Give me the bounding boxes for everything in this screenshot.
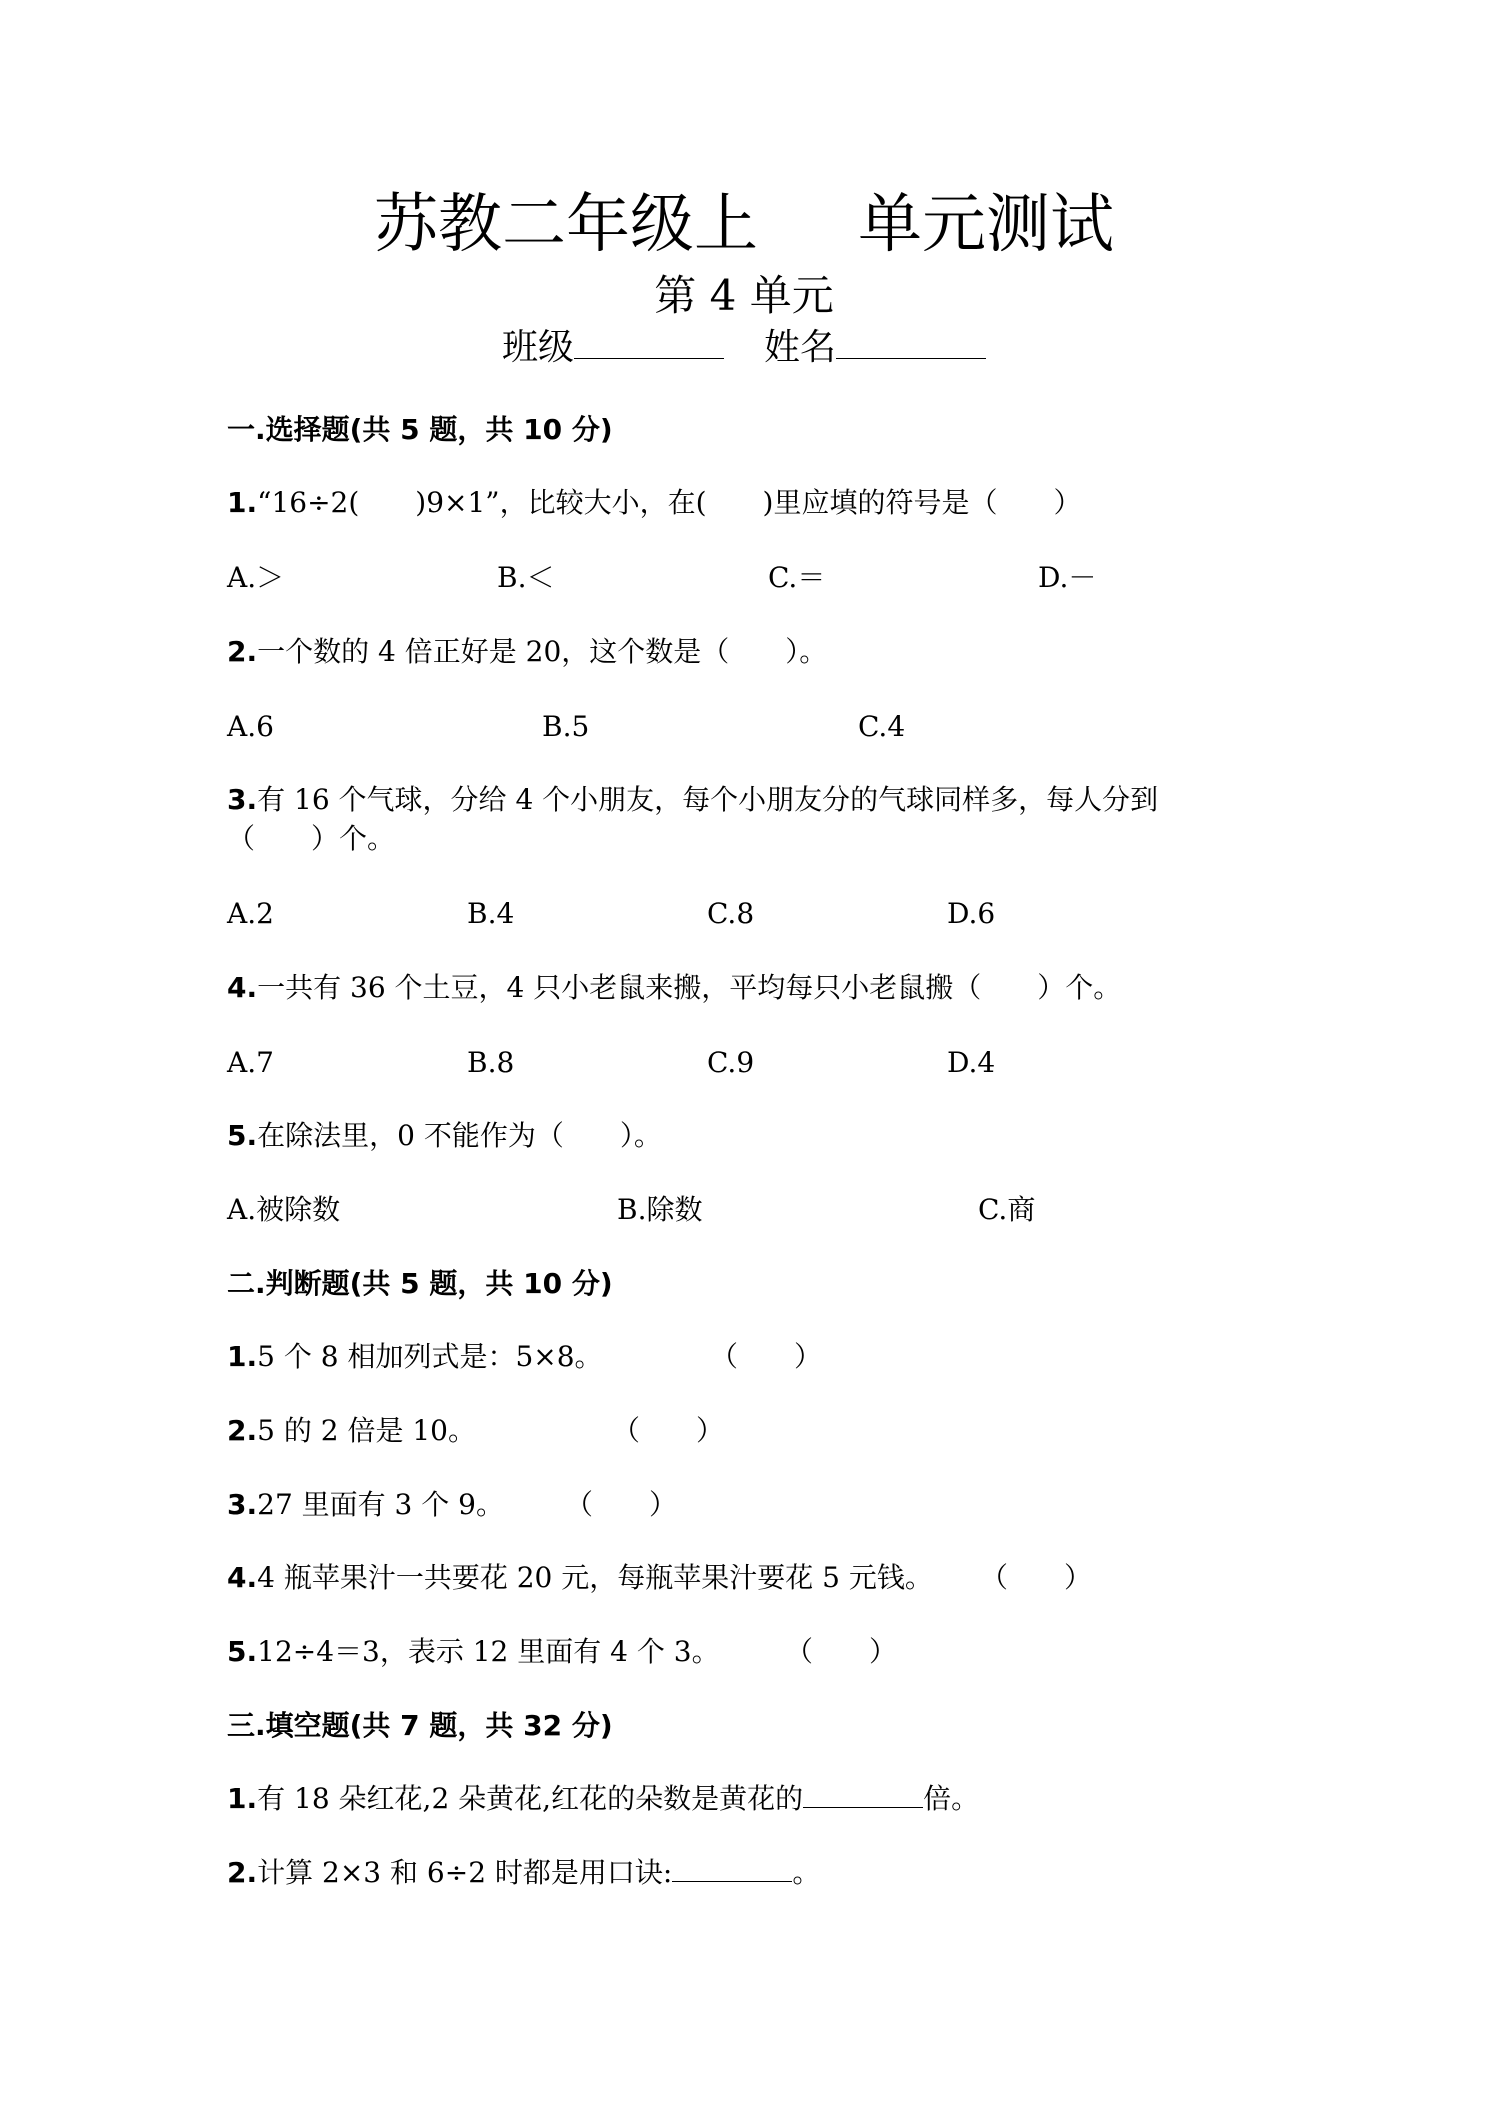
student-info-line xyxy=(0,322,1488,373)
judge-question-1: 1.5 个 8 相加列式是：5×8。 xyxy=(227,1340,603,1373)
choice-option[interactable]: B.4 xyxy=(467,897,515,930)
choice-option[interactable]: C.9 xyxy=(707,1046,755,1079)
choice-option[interactable]: C.4 xyxy=(858,710,906,743)
judge-question-3: 3.27 里面有 3 个 9。 xyxy=(227,1488,504,1521)
answer-parentheses[interactable]: （ ） xyxy=(785,1635,898,1668)
answer-parentheses[interactable]: （ ） xyxy=(612,1414,725,1447)
choice-question-5: 5.在除法里，0 不能作为（ ）。 xyxy=(227,1119,662,1152)
choice-question-3-cont: （ ）个。 xyxy=(227,822,396,855)
name-label: 姓名 xyxy=(764,327,837,368)
answer-blank[interactable] xyxy=(803,1779,923,1808)
choice-question-2: 2.一个数的 4 倍正好是 20，这个数是（ ）。 xyxy=(227,635,828,668)
choice-option[interactable]: D.6 xyxy=(947,897,996,930)
unit-subtitle: 第 4 单元 xyxy=(654,271,834,320)
section-heading-fill: 三.填空题(共 7 题，共 32 分) xyxy=(227,1709,613,1742)
judge-question-4: 4.4 瓶苹果汁一共要花 20 元，每瓶苹果汁要花 5 元钱。 xyxy=(227,1561,933,1594)
fill-question-1: 1.有 18 朵红花,2 朵黄花,红花的朵数是黄花的 倍。 xyxy=(227,1779,979,1819)
choice-question-3: 3.有 16 个气球，分给 4 个小朋友，每个小朋友分的气球同样多，每人分到 xyxy=(227,783,1159,816)
judge-question-5: 5.12÷4＝3，表示 12 里面有 4 个 3。 xyxy=(227,1635,720,1668)
choice-option[interactable]: D.4 xyxy=(947,1046,996,1079)
answer-parentheses[interactable]: （ ） xyxy=(710,1340,823,1373)
choice-option[interactable]: C.＝ xyxy=(768,561,826,594)
choice-question-4: 4.一共有 36 个土豆，4 只小老鼠来搬，平均每只小老鼠搬（ ）个。 xyxy=(227,971,1122,1004)
choice-option[interactable]: B.5 xyxy=(542,710,590,743)
judge-question-2: 2.5 的 2 倍是 10。 xyxy=(227,1414,476,1447)
choice-option[interactable]: C.商 xyxy=(978,1193,1036,1226)
choice-question-1: 1.“16÷2( )9×1”，比较大小，在( )里应填的符号是（ ） xyxy=(227,486,1082,519)
title-right: 单元测试 xyxy=(858,188,1114,262)
choice-option[interactable]: B.＜ xyxy=(497,561,555,594)
choice-option[interactable]: A.2 xyxy=(227,897,274,930)
choice-option[interactable]: D.－ xyxy=(1038,561,1097,594)
section-heading-judge: 二.判断题(共 5 题，共 10 分) xyxy=(227,1267,613,1300)
answer-blank[interactable] xyxy=(672,1853,792,1882)
choice-option[interactable]: A.6 xyxy=(227,710,274,743)
choice-option[interactable]: A.＞ xyxy=(227,561,285,594)
choice-option[interactable]: B.8 xyxy=(467,1046,515,1079)
answer-parentheses[interactable]: （ ） xyxy=(565,1488,678,1521)
choice-option[interactable]: A.被除数 xyxy=(227,1193,341,1226)
name-blank[interactable] xyxy=(836,322,986,359)
title-left: 苏教二年级上 xyxy=(374,188,758,262)
page-title xyxy=(0,185,1488,265)
fill-question-2: 2.计算 2×3 和 6÷2 时都是用口诀: 。 xyxy=(227,1853,820,1893)
choice-option[interactable]: B.除数 xyxy=(617,1193,703,1226)
choice-option[interactable]: C.8 xyxy=(707,897,755,930)
section-heading-choice: 一.选择题(共 5 题，共 10 分) xyxy=(227,413,613,446)
class-blank[interactable] xyxy=(574,322,724,359)
answer-parentheses[interactable]: （ ） xyxy=(980,1561,1093,1594)
choice-option[interactable]: A.7 xyxy=(227,1046,274,1079)
class-label: 班级 xyxy=(501,327,574,368)
